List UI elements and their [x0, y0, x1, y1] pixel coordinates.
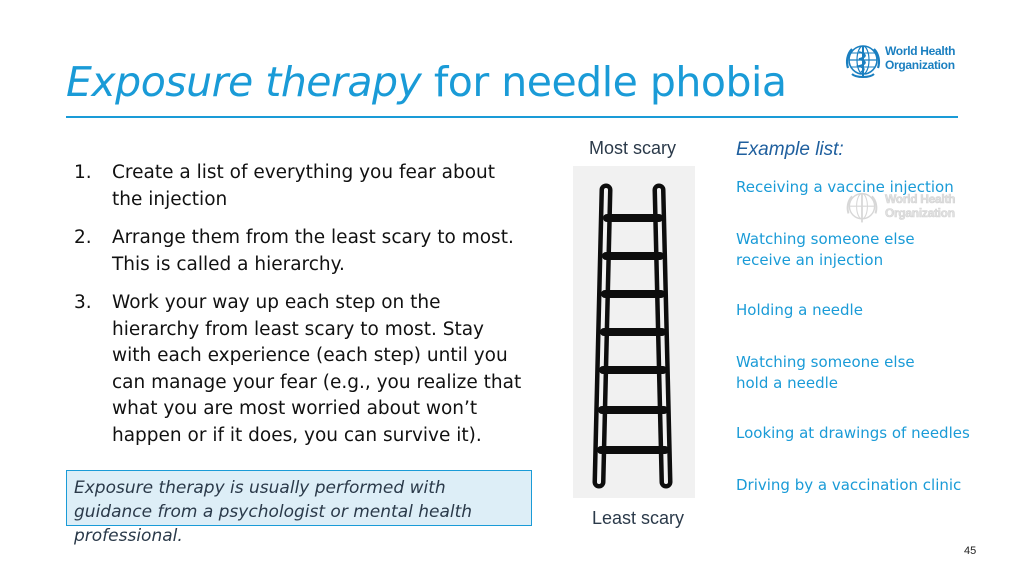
example-line-1: Watching someone else — [736, 353, 915, 371]
guidance-note: Exposure therapy is usually performed with guidance from a psychologist or mental health professional. — [66, 470, 532, 526]
who-emblem-icon — [844, 42, 882, 82]
example-line-1: Receiving a vaccine injection — [736, 178, 954, 196]
ladder-icon — [573, 166, 695, 498]
example-line-1: Holding a needle — [736, 301, 863, 319]
least-scary-label: Least scary — [592, 508, 685, 528]
step-text: Arrange them from the least scary to most. This is called a hierarchy. — [112, 227, 514, 275]
who-logo-text — [885, 44, 955, 72]
list-item — [736, 423, 976, 444]
example-line-2: hold a needle — [736, 373, 838, 392]
watermark-line-1: World Health — [885, 192, 956, 206]
title-divider — [66, 116, 958, 118]
who-logo — [844, 42, 962, 82]
who-watermark — [844, 190, 962, 226]
page-number: 45 — [964, 545, 977, 557]
list-item — [736, 300, 976, 321]
example-line-1: Driving by a vaccination clinic — [736, 476, 962, 494]
step-text: Create a list of everything you fear about the injection — [112, 162, 496, 210]
example-line-1: Looking at drawings of needles — [736, 424, 970, 442]
step-text: Work your way up each step on the hierarchy from least scary to most. Stay with each experience (each step) until you can manage your fear (e.g., you realize that what you are most worried about won’t happen or if it does, you can survive it). — [112, 292, 522, 446]
slide-title — [66, 58, 786, 106]
example-line-2: receive an injection — [736, 250, 884, 269]
example-list-title: Example list: — [736, 139, 844, 160]
ladder-image — [573, 166, 695, 498]
list-item — [74, 290, 524, 449]
who-watermark-icon — [844, 190, 880, 226]
title-rest: for needle phobia — [421, 58, 787, 106]
step-number: 2. — [74, 227, 92, 248]
watermark-line-2: Organization — [885, 206, 955, 220]
title-emphasis: Exposure therapy — [66, 58, 422, 106]
most-scary-label: Most scary — [589, 138, 677, 158]
list-item — [736, 352, 976, 393]
watermark-text — [885, 192, 955, 220]
logo-line-1: World Health — [885, 44, 956, 58]
logo-line-2: Organization — [885, 58, 955, 72]
example-line-1: Watching someone else — [736, 230, 915, 248]
list-item — [736, 229, 976, 270]
step-number: 1. — [74, 162, 92, 183]
list-item — [74, 160, 524, 213]
list-item — [736, 475, 976, 496]
list-item — [74, 225, 524, 278]
steps-list — [74, 160, 524, 461]
step-number: 3. — [74, 292, 92, 313]
